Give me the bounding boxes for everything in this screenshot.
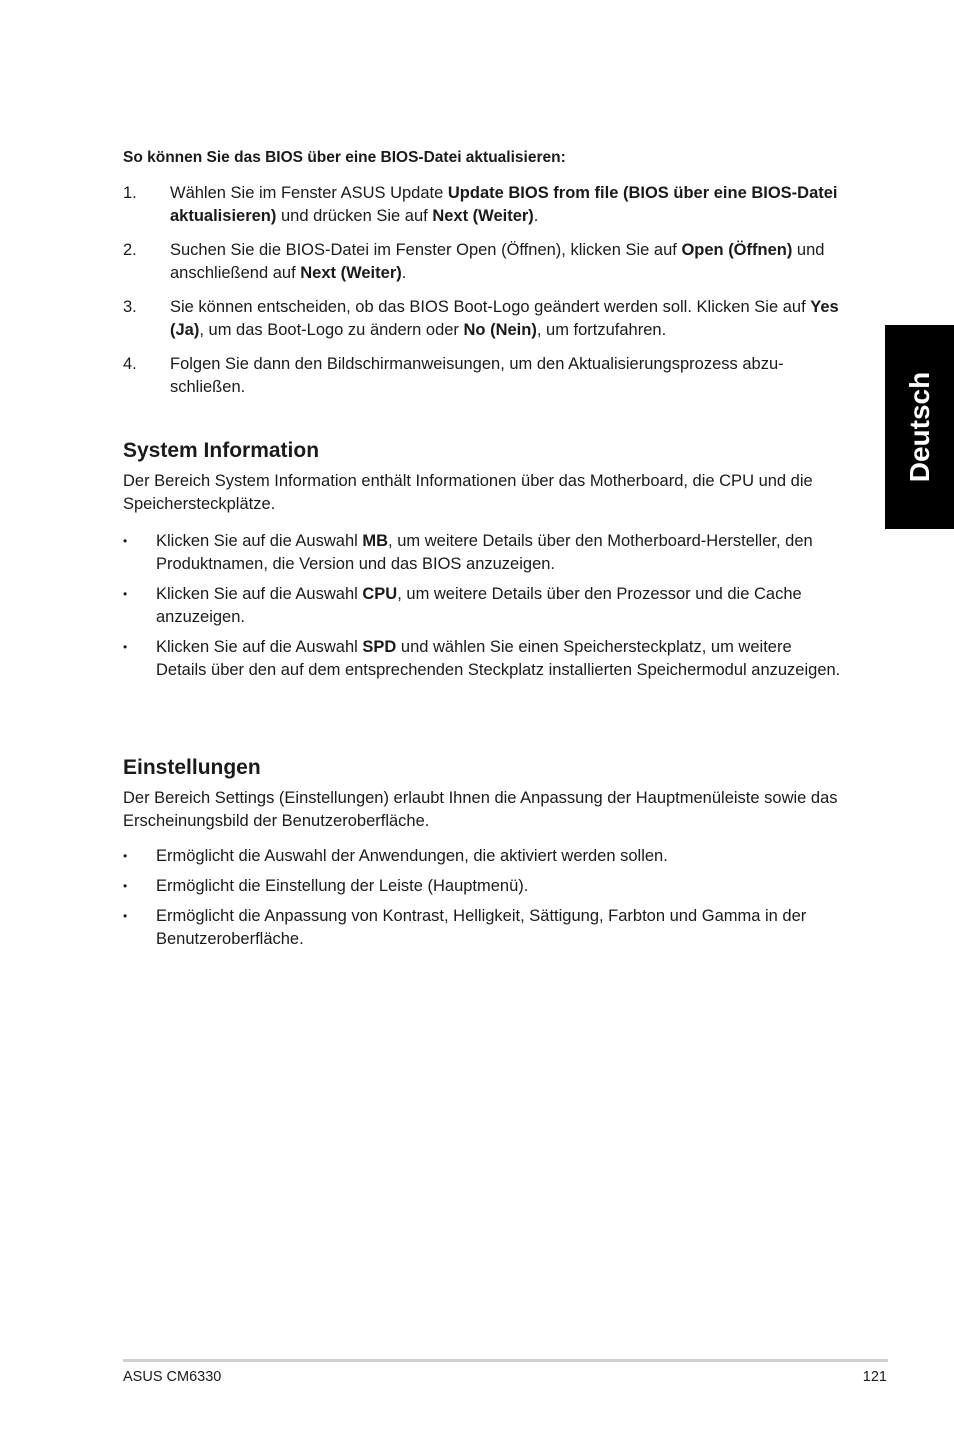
list-item: • Ermöglicht die Auswahl der Anwendungen, die aktiviert werden sollen. xyxy=(123,845,843,868)
steps-list xyxy=(123,182,843,410)
list-item: • Ermöglicht die Einstellung der Leiste (Hauptmenü). xyxy=(123,875,843,898)
language-tab-label: Deutsch xyxy=(903,371,935,483)
bullet-icon: • xyxy=(123,587,128,601)
section-title: System Information xyxy=(123,439,320,462)
bullet-icon: • xyxy=(123,849,128,863)
page-number: 121 xyxy=(862,1369,887,1385)
bullet-icon: • xyxy=(123,909,128,923)
bullet-icon: • xyxy=(123,640,128,654)
footer-divider xyxy=(123,1359,888,1362)
list-item: • Klicken Sie auf die Auswahl SPD und wählen Sie einen Speichersteckplatz, um weitere Details über den auf dem entsprechenden Steckplatz installierten Speichermodul anzuzeigen. xyxy=(123,636,843,682)
footer-model: ASUS CM6330 xyxy=(123,1369,222,1385)
step-text: Sie können entscheiden, ob das BIOS Boot-Logo geändert werden soll. Klicken Sie auf Yes (Ja), um das Boot-Logo zu ändern oder No (Nein), um fortzufahren. xyxy=(170,298,839,339)
step-text: Suchen Sie die BIOS-Datei im Fenster Open (Öffnen), klicken Sie auf Open (Öffnen) und anschließend auf Next (Weiter). xyxy=(170,241,825,282)
step-text: Folgen Sie dann den Bildschirmanweisungen, um den Aktualisierungsprozess abzu-schließen. xyxy=(170,355,784,396)
settings-section xyxy=(123,755,843,958)
section-description: Der Bereich System Information enthält Informationen über das Motherboard, die CPU und die Speichersteckplätze. xyxy=(123,472,813,513)
intro-heading: So können Sie das BIOS über eine BIOS-Datei aktualisieren: xyxy=(123,149,566,166)
list-item: • Klicken Sie auf die Auswahl CPU, um weitere Details über den Prozessor und die Cache anzuzeigen. xyxy=(123,583,843,629)
language-side-tab xyxy=(885,325,954,529)
list-item: • Klicken Sie auf die Auswahl MB, um weitere Details über den Motherboard-Hersteller, den Produktnamen, die Version und das BIOS anzuzeigen. xyxy=(123,530,843,576)
step-number: 2. xyxy=(123,241,137,259)
step-number: 1. xyxy=(123,184,137,202)
bullet-icon: • xyxy=(123,879,128,893)
step-number: 4. xyxy=(123,355,137,373)
list-item: • Ermöglicht die Anpassung von Kontrast, Helligkeit, Sättigung, Farbton und Gamma in der Benutzeroberfläche. xyxy=(123,905,843,951)
section-title: Einstellungen xyxy=(123,756,261,779)
section-description: Der Bereich Settings (Einstellungen) erlaubt Ihnen die Anpassung der Hauptmenüleiste sowie das Erscheinungsbild der Benutzeroberfläche. xyxy=(123,789,838,830)
step-item xyxy=(123,239,843,285)
step-item xyxy=(123,182,843,228)
step-item xyxy=(123,296,843,342)
system-information-section xyxy=(123,438,843,689)
bullet-icon: • xyxy=(123,534,128,548)
step-text: Wählen Sie im Fenster ASUS Update Update BIOS from file (BIOS über eine BIOS-Datei aktualisieren) und drücken Sie auf Next (Weiter). xyxy=(170,184,838,225)
step-number: 3. xyxy=(123,298,137,316)
step-item xyxy=(123,353,843,399)
